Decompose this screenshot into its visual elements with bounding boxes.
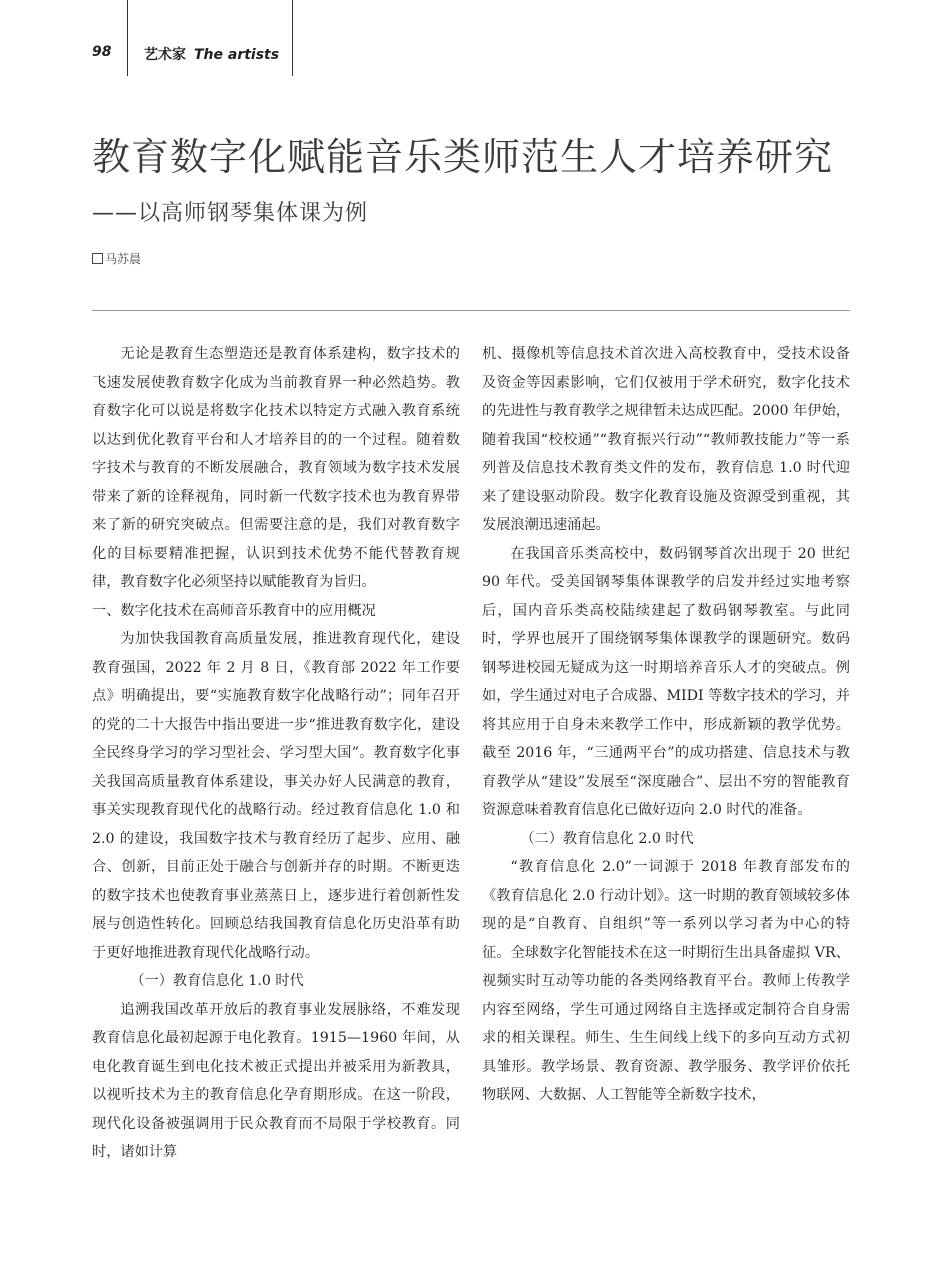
paragraph: 在我国音乐类高校中，数码钢琴首次出现于 20 世纪 90 年代。受美国钢琴集体课教学的启发并经过实地考察后，国内音乐类高校陆续建起了数码钢琴教室。与此同时，学界也展开了围绕钢琴集体课教学的课题研究。数码钢琴进校园无疑成为这一时期培养音乐人才的突破点。例如，学生通过对电子合成器、MIDI 等数字技术的学习，并将其应用于自身未来教学工作中，形成新颖的教学优势。截至 2016 年，“三通两平台”的成功搭建、信息技术与教育教学从“建设”发展至“深度融合”、层出不穷的智能教育资源意味着教育信息化已做好迈向 2.0 时代的准备。 xyxy=(482,545,850,818)
author-line xyxy=(92,250,141,267)
author-name: 马苏晨 xyxy=(105,252,142,266)
header-divider-left xyxy=(127,0,128,76)
right-column xyxy=(482,340,850,1110)
page-number: 98 xyxy=(92,44,112,60)
article-title: 教育数字化赋能音乐类师范生人才培养研究 xyxy=(92,135,834,179)
left-column xyxy=(92,340,460,1167)
header-divider-right xyxy=(292,0,293,76)
paragraph: “教育信息化 2.0”一词源于 2018 年教育部发布的《教育信息化 2.0 行动计划》。这一时期的教育领域较多体现的是“自教育、自组织”等一系列以学习者为中心的特征。全球数字化智能技术在这一时期衍生出具备虚拟 VR、视频实时互动等功能的各类网络教育平台。教师上传教学内容至网络，学生可通过网络自主选择或定制符合自身需求的相关课程。师生、生生间线上线下的多向互动方式初具雏形。教学场景、教育资源、教学服务、教学评价依托物联网、大数据、人工智能等全新数字技术， xyxy=(482,859,850,1103)
paragraph: 追溯我国改革开放后的教育事业发展脉络，不难发现教育信息化最初起源于电化教育。1915—1960 年间，从电化教育诞生到电化技术被正式提出并被采用为新教具，以视听技术为主的教育信息化孕育期形成。在这一阶段，现代化设备被强调用于民众教育而不局限于学校教育。同时，诸如计算 xyxy=(92,1001,460,1160)
journal-name-cn: 艺术家 xyxy=(144,47,186,63)
paragraph: 为加快我国教育高质量发展，推进教育现代化，建设教育强国，2022 年 2 月 8 日，《教育部 2022 年工作要点》明确提出，要“实施教育数字化战略行动”；同年召开的党的二十大报告中指出要进一步“推进教育数字化，建设全民终身学习的学习型社会、学习型大国”。教育数字化事关我国高质量教育体系建设，事关办好人民满意的教育，事关实现教育现代化的战略行动。经过教育信息化 1.0 和 2.0 的建设，我国数字技术与教育经历了起步、应用、融合、创新，目前正处于融合与创新并存的时期。不断更迭的数字技术也使教育事业蒸蒸日上，逐步进行着创新性发展与创造性转化。回顾总结我国教育信息化历史沿革有助于更好地推进教育现代化战略行动。 xyxy=(92,631,460,961)
subsection-heading: （一）教育信息化 1.0 时代 xyxy=(130,973,304,989)
article-subtitle: ——以高师钢琴集体课为例 xyxy=(92,201,369,226)
header-divider xyxy=(92,310,850,311)
journal-name-en: The artists xyxy=(194,47,280,63)
paragraph: 机、摄像机等信息技术首次进入高校教育中，受技术设备及资金等因素影响，它们仅被用于学术研究，数字化技术的先进性与教育教学之规律暂未达成匹配。2000 年伊始，随着我国“校校通”“教育振兴行动”“教师教技能力”等一系列普及信息技术教育类文件的发布，教育信息 1.0 时代迎来了建设驱动阶段。数字化教育设施及资源受到重视，其发展浪潮迅速涌起。 xyxy=(482,346,850,533)
paragraph: 无论是教育生态塑造还是教育体系建构，数字技术的飞速发展使教育数字化成为当前教育界一种必然趋势。教育数字化可以说是将数字化技术以特定方式融入教育系统以达到优化教育平台和人才培养目的的一个过程。随着数字技术与教育的不断发展融合，教育领域为数字技术发展带来了新的诠释视角，同时新一代数字技术也为教育界带来了新的研究突破点。但需要注意的是，我们对教育数字化的目标要精准把握，认识到技术优势不能代替教育规律，教育数字化必须坚持以赋能教育为旨归。 xyxy=(92,346,460,590)
section-heading: 一、数字化技术在高师音乐教育中的应用概况 xyxy=(92,602,376,619)
square-bullet-icon xyxy=(92,253,103,264)
subsection-heading: （二）教育信息化 2.0 时代 xyxy=(520,830,694,847)
journal-name xyxy=(144,44,279,64)
